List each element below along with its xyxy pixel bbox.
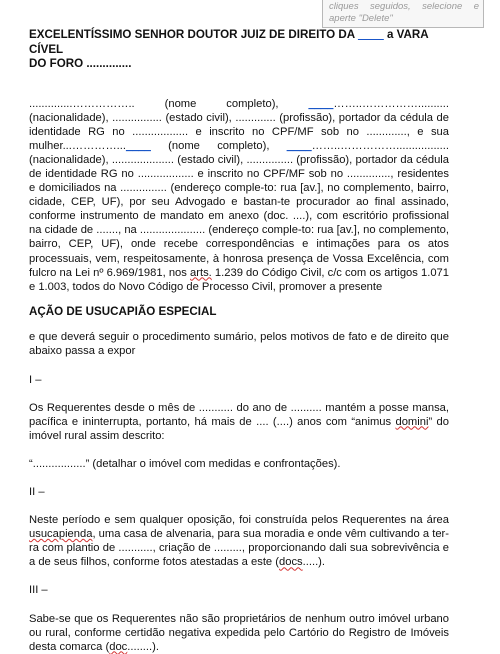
- section-3-paragraph: [29, 612, 449, 654]
- court-number-placeholder-link[interactable]: ____: [357, 28, 384, 41]
- court-address-line-2: DO FORO ..............: [29, 57, 132, 70]
- section-2-paragraph: [29, 513, 449, 569]
- court-name-text: a VARA CÍVEL: [29, 28, 429, 56]
- court-address-line-1: [29, 28, 449, 57]
- intro-placeholder-link-1[interactable]: ____: [308, 97, 334, 110]
- tooltip-text: cliques seguidos, selecione e aperte "Delete": [329, 1, 479, 24]
- intro-text-5: 1.239 do Código Civil, c/c com os artigos 1.071 e 1.003, todos do Novo Código de Processo Civil, promover a presente: [29, 266, 449, 293]
- section-2-text-b: , uma casa de alvenaria, para sua moradia e onde vêm cultivando a ter-ra com plantio de ..........., criação de ........., proporcionando dali sua sobrevivência e a de seus filhos, conforme fotos atestadas a este (: [29, 528, 449, 569]
- intro-text-3: (nome completo),: [150, 139, 287, 152]
- intro-text-4: ……..……………................. (nacionalidade), .................... (estado civil), ............... (profissão), portador da cédula de identidade RG no .................. e inscrito no CPF/MF sob no .............., residentes e domiciliados na ............... (endereço comple-to: rua [av.], no complemento, bairro, cidade, CEP, UF), por seu Advogado e bastan-te procurador ao final assinado, conforme instrumento de mandato em anexo (doc. ....), com escritório profissional na cidade de ......., na ..................... (endereço comple-to: rua [av.], no complemento, bairro, CEP, UF), onde recebe correspondências e intimações para os atos processuais, vem, respeitosamente, à honrosa presença de Vossa Excelência, com fulcro na Lei nº 6.969/1981, nos: [29, 139, 449, 279]
- action-title: AÇÃO DE USUCAPIÃO ESPECIAL: [29, 304, 217, 318]
- section-1-property-description: “.................” (detalhar o imóvel com medidas e confrontações).: [29, 457, 341, 470]
- spellcheck-word: usucapienda: [29, 528, 93, 541]
- spellcheck-word: domini: [395, 415, 429, 428]
- intro-placeholder-link-3[interactable]: ____: [286, 139, 312, 152]
- section-3-text-a: Sabe-se que os Requerentes não são proprietários de nenhum outro imóvel urbano ou rural, conforme certidão negativa expedida pelo Cartório do Registro de Imóveis desta comarca (: [29, 612, 449, 653]
- intro-text-2: ……..…………….......... (nacionalidade), ................ (estado civil), ............. (profissão), portador da cédula de identidade RG no .................. e inscrito no CPF/MF sob no ............., e sua mulher...…………...: [29, 97, 449, 152]
- petition-document: [29, 28, 449, 654]
- intro-text-1: ..............…………….. (nome completo),: [29, 97, 309, 110]
- help-tooltip: [322, 0, 484, 28]
- intro-paragraph: [29, 97, 449, 294]
- section-1-numeral: I –: [29, 373, 42, 386]
- section-1-paragraph: [29, 401, 449, 443]
- section-1-text-b: ” do imóvel rural assim descrito:: [29, 415, 449, 442]
- intro-placeholder-link-2[interactable]: ____: [125, 139, 151, 152]
- spellcheck-word: doc: [109, 640, 128, 653]
- court-address-text: EXCELENTÍSSIMO SENHOR DOUTOR JUIZ DE DIREITO DA: [29, 28, 358, 41]
- spellcheck-word: arts.: [190, 266, 212, 279]
- section-3-numeral: III –: [29, 584, 48, 597]
- spellcheck-word: docs: [279, 556, 303, 569]
- section-2-text-a: Neste período e sem qualquer oposição, foi construída pelos Requerentes na área: [29, 514, 449, 527]
- section-2-numeral: II –: [29, 485, 45, 498]
- section-2-text-c: .....).: [302, 556, 326, 569]
- followup-paragraph: e que deverá seguir o procedimento sumário, pelos motivos de fato e de direito que abaixo passa a expor: [29, 331, 449, 358]
- section-3-text-b: ........).: [127, 640, 159, 653]
- section-1-text-a: Os Requerentes desde o mês de ........... do ano de .......... mantém a posse mansa, pacífica e ininterrupta, portanto, há mais de .... (....) anos com “animus: [29, 401, 449, 428]
